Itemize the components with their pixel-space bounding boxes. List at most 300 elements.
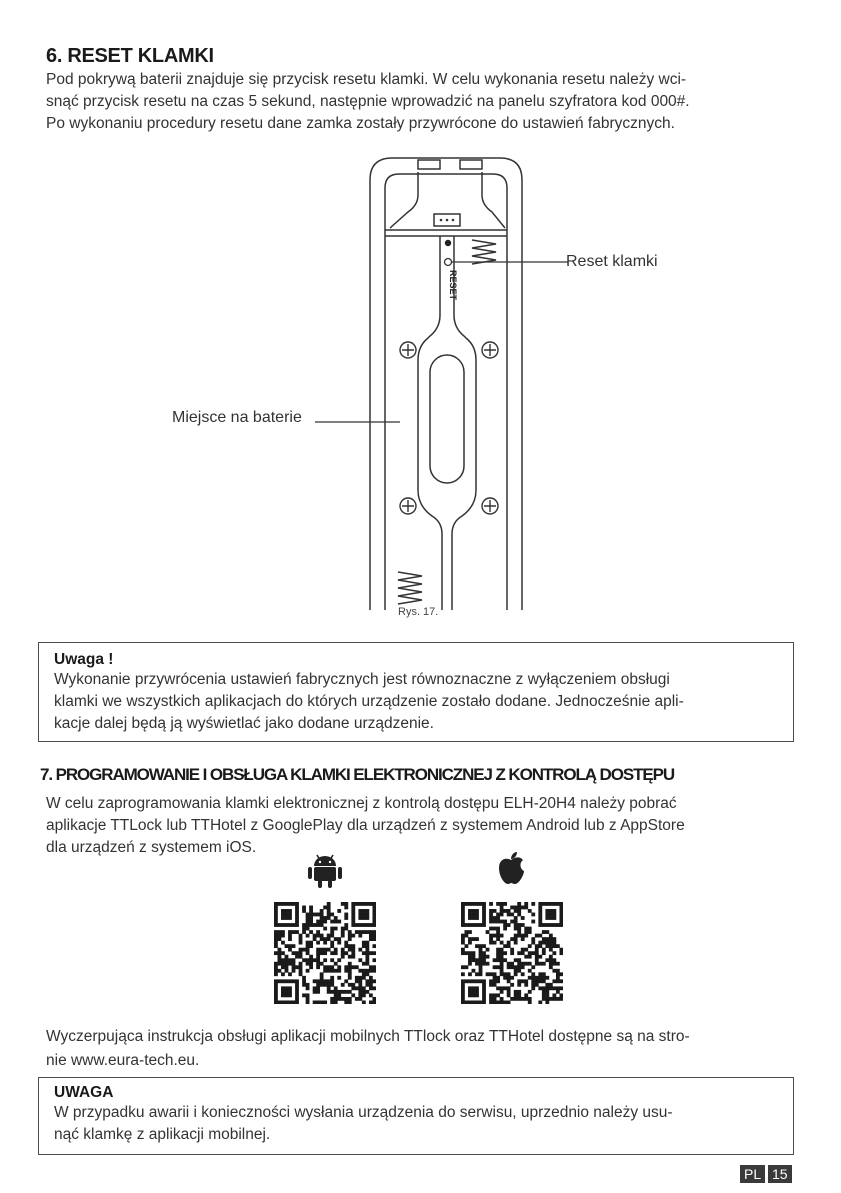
qr-module (524, 934, 528, 938)
qr-module (510, 906, 514, 910)
qr-module (479, 965, 483, 969)
qr-module (306, 913, 310, 917)
qr-module (292, 958, 296, 962)
qr-module (299, 934, 303, 938)
qr-module (292, 965, 296, 969)
qr-module (369, 951, 373, 955)
qr-module (507, 962, 511, 966)
qr-module (351, 948, 355, 952)
qr-module (348, 962, 352, 966)
qr-module (348, 976, 352, 980)
qr-module (468, 958, 472, 962)
qr-module (535, 976, 539, 980)
qr-module (330, 930, 334, 934)
qr-module (489, 920, 493, 924)
qr-module (306, 958, 310, 962)
qr-module (334, 969, 338, 973)
qr-module (468, 972, 472, 976)
qr-module (493, 972, 497, 976)
qr-module (365, 972, 369, 976)
qr-module (313, 1000, 317, 1004)
qr-module (496, 976, 500, 980)
qr-module (510, 951, 514, 955)
qr-module (309, 941, 313, 945)
qr-module (302, 909, 306, 913)
qr-module (542, 972, 546, 976)
qr-module (320, 913, 324, 917)
qr-code-android[interactable] (274, 902, 376, 1004)
qr-module (365, 930, 369, 934)
qr-module (559, 986, 563, 990)
qr-module (517, 983, 521, 987)
qr-module (482, 951, 486, 955)
qr-module (288, 916, 292, 920)
qr-module (316, 948, 320, 952)
section-6-line-3: Po wykonaniu procedury resetu dane zamka zostały przywrócone do ustawień fabrycznych. (46, 115, 675, 132)
qr-module (372, 965, 376, 969)
qr-module (358, 923, 362, 927)
qr-module (514, 990, 518, 994)
qr-module (500, 902, 504, 906)
qr-module (472, 958, 476, 962)
qr-code-ios[interactable] (461, 902, 563, 1004)
qr-module (295, 986, 299, 990)
qr-module (288, 972, 292, 976)
qr-module (351, 920, 355, 924)
qr-module (538, 944, 542, 948)
qr-module (552, 941, 556, 945)
qr-module (309, 913, 313, 917)
qr-module (372, 997, 376, 1001)
qr-module (274, 913, 278, 917)
qr-module (465, 965, 469, 969)
qr-module (489, 972, 493, 976)
qr-module (475, 902, 479, 906)
qr-module (274, 951, 278, 955)
qr-module (320, 1000, 324, 1004)
qr-module (559, 951, 563, 955)
qr-module (320, 916, 324, 920)
qr-module (334, 916, 338, 920)
qr-module (358, 930, 362, 934)
qr-module (351, 902, 355, 906)
qr-module (559, 906, 563, 910)
qr-module (365, 969, 369, 973)
qr-module (461, 972, 465, 976)
qr-module (358, 983, 362, 987)
qr-module (528, 962, 532, 966)
qr-module (358, 902, 362, 906)
qr-module (274, 972, 278, 976)
qr-module (330, 958, 334, 962)
qr-module (521, 962, 525, 966)
qr-module (549, 997, 553, 1001)
qr-module (288, 934, 292, 938)
qr-module (542, 986, 546, 990)
qr-module (475, 909, 479, 913)
qr-module (472, 986, 476, 990)
qr-module (372, 920, 376, 924)
qr-module (496, 958, 500, 962)
qr-module (320, 979, 324, 983)
qr-module (549, 962, 553, 966)
qr-module (306, 993, 310, 997)
qr-module (341, 930, 345, 934)
qr-module (545, 990, 549, 994)
qr-module (369, 969, 373, 973)
qr-module (306, 941, 310, 945)
qr-module (475, 986, 479, 990)
qr-module (281, 965, 285, 969)
qr-module (327, 948, 331, 952)
qr-module (274, 906, 278, 910)
qr-module (521, 972, 525, 976)
qr-module (348, 930, 352, 934)
qr-module (344, 941, 348, 945)
qr-module (330, 927, 334, 931)
qr-module (538, 976, 542, 980)
qr-module (348, 969, 352, 973)
qr-module (292, 969, 296, 973)
warning2-title: UWAGA (54, 1084, 114, 1101)
battery-compartment-drawing (0, 150, 841, 625)
qr-module (479, 979, 483, 983)
qr-module (514, 927, 518, 931)
qr-module (281, 930, 285, 934)
qr-module (528, 909, 532, 913)
qr-module (507, 1000, 511, 1004)
qr-module (472, 937, 476, 941)
qr-module (344, 913, 348, 917)
qr-module (545, 937, 549, 941)
qr-module (493, 934, 497, 938)
qr-module (341, 983, 345, 987)
qr-module (330, 990, 334, 994)
qr-module (358, 958, 362, 962)
qr-module (486, 930, 490, 934)
qr-module (365, 944, 369, 948)
qr-module (369, 986, 373, 990)
qr-module (479, 951, 483, 955)
qr-module (475, 990, 479, 994)
qr-module (362, 962, 366, 966)
qr-module (316, 986, 320, 990)
qr-module (302, 976, 306, 980)
qr-module (278, 937, 282, 941)
qr-module (496, 979, 500, 983)
qr-module (556, 972, 560, 976)
qr-module (281, 923, 285, 927)
qr-module (362, 944, 366, 948)
qr-module (281, 1000, 285, 1004)
qr-module (549, 948, 553, 952)
qr-module (531, 913, 535, 917)
qr-module (288, 993, 292, 997)
qr-module (500, 906, 504, 910)
qr-module (362, 913, 366, 917)
qr-module (472, 990, 476, 994)
qr-module (559, 916, 563, 920)
qr-module (369, 923, 373, 927)
qr-module (489, 941, 493, 945)
qr-module (542, 951, 546, 955)
qr-module (472, 993, 476, 997)
qr-module (348, 990, 352, 994)
qr-module (358, 916, 362, 920)
qr-module (320, 951, 324, 955)
qr-module (295, 916, 299, 920)
qr-module (461, 913, 465, 917)
qr-module (472, 969, 476, 973)
qr-module (274, 965, 278, 969)
qr-module (479, 948, 483, 952)
qr-module (517, 969, 521, 973)
qr-module (528, 976, 532, 980)
qr-module (348, 1000, 352, 1004)
qr-module (521, 934, 525, 938)
qr-module (549, 983, 553, 987)
qr-module (493, 909, 497, 913)
qr-module (344, 997, 348, 1001)
qr-module (302, 906, 306, 910)
qr-module (475, 962, 479, 966)
qr-module (500, 920, 504, 924)
qr-module (465, 930, 469, 934)
qr-module (528, 944, 532, 948)
qr-module (327, 969, 331, 973)
qr-module (330, 941, 334, 945)
qr-module (344, 965, 348, 969)
qr-module (489, 934, 493, 938)
qr-module (524, 979, 528, 983)
qr-module (306, 920, 310, 924)
qr-module (330, 1000, 334, 1004)
qr-module (479, 1000, 483, 1004)
qr-module (323, 920, 327, 924)
qr-module (285, 913, 289, 917)
qr-module (337, 958, 341, 962)
qr-module (362, 923, 366, 927)
qr-module (514, 920, 518, 924)
qr-module (496, 1000, 500, 1004)
qr-module (507, 941, 511, 945)
qr-module (514, 941, 518, 945)
qr-module (365, 962, 369, 966)
qr-module (358, 909, 362, 913)
qr-module (292, 962, 296, 966)
qr-module (503, 923, 507, 927)
qr-module (489, 937, 493, 941)
qr-module (475, 923, 479, 927)
qr-module (274, 983, 278, 987)
qr-module (524, 927, 528, 931)
qr-module (292, 902, 296, 906)
qr-module (351, 906, 355, 910)
qr-module (281, 934, 285, 938)
qr-module (461, 983, 465, 987)
qr-module (281, 972, 285, 976)
qr-module (517, 930, 521, 934)
qr-module (538, 923, 542, 927)
qr-module (302, 923, 306, 927)
qr-module (309, 958, 313, 962)
qr-module (327, 986, 331, 990)
qr-module (299, 972, 303, 976)
qr-module (549, 909, 553, 913)
qr-module (288, 958, 292, 962)
qr-module (362, 1000, 366, 1004)
qr-module (309, 923, 313, 927)
qr-module (517, 958, 521, 962)
qr-module (320, 962, 324, 966)
warning-box-reset (38, 642, 794, 742)
qr-module (323, 983, 327, 987)
qr-module (472, 923, 476, 927)
qr-module (306, 934, 310, 938)
qr-module (337, 990, 341, 994)
qr-module (323, 1000, 327, 1004)
qr-module (556, 997, 560, 1001)
qr-module (320, 923, 324, 927)
qr-module (348, 944, 352, 948)
qr-module (524, 983, 528, 987)
qr-module (542, 962, 546, 966)
qr-module (461, 965, 465, 969)
qr-module (514, 923, 518, 927)
qr-module (461, 986, 465, 990)
qr-module (327, 913, 331, 917)
qr-module (365, 983, 369, 987)
qr-module (468, 990, 472, 994)
qr-module (309, 944, 313, 948)
qr-module (362, 972, 366, 976)
qr-module (302, 927, 306, 931)
qr-module (489, 902, 493, 906)
qr-module (521, 923, 525, 927)
qr-module (306, 951, 310, 955)
qr-module (549, 916, 553, 920)
qr-module (496, 927, 500, 931)
qr-module (306, 962, 310, 966)
qr-module (302, 958, 306, 962)
qr-module (337, 920, 341, 924)
section-7-body (46, 793, 806, 859)
qr-module (489, 916, 493, 920)
figure-caption: Rys. 17. (398, 606, 439, 618)
qr-module (306, 969, 310, 973)
qr-module (316, 934, 320, 938)
qr-module (489, 979, 493, 983)
qr-module (521, 997, 525, 1001)
qr-module (351, 944, 355, 948)
qr-module (351, 983, 355, 987)
qr-module (365, 916, 369, 920)
qr-module (556, 990, 560, 994)
qr-module (486, 948, 490, 952)
qr-module (362, 976, 366, 980)
qr-module (274, 909, 278, 913)
qr-module (542, 979, 546, 983)
qr-module (278, 1000, 282, 1004)
qr-module (299, 969, 303, 973)
qr-module (556, 979, 560, 983)
qr-module (344, 969, 348, 973)
qr-module (295, 993, 299, 997)
qr-module (538, 972, 542, 976)
qr-module (538, 941, 542, 945)
qr-module (531, 920, 535, 924)
qr-module (496, 965, 500, 969)
qr-module (285, 962, 289, 966)
qr-module (285, 955, 289, 959)
qr-module (472, 955, 476, 959)
qr-module (549, 986, 553, 990)
qr-module (549, 955, 553, 959)
qr-module (559, 923, 563, 927)
warning-title: Uwaga ! (54, 651, 114, 668)
qr-module (514, 969, 518, 973)
qr-module (517, 909, 521, 913)
qr-module (507, 923, 511, 927)
qr-module (496, 937, 500, 941)
qr-module (309, 955, 313, 959)
qr-module (292, 930, 296, 934)
qr-module (535, 983, 539, 987)
qr-module (482, 962, 486, 966)
qr-module (475, 1000, 479, 1004)
qr-module (372, 951, 376, 955)
qr-module (309, 962, 313, 966)
qr-module (500, 934, 504, 938)
qr-module (281, 958, 285, 962)
qr-module (351, 923, 355, 927)
qr-module (461, 997, 465, 1001)
qr-module (365, 941, 369, 945)
qr-module (278, 951, 282, 955)
qr-module (306, 927, 310, 931)
qr-module (341, 990, 345, 994)
qr-module (372, 937, 376, 941)
qr-module (299, 951, 303, 955)
qr-module (461, 1000, 465, 1004)
qr-module (500, 997, 504, 1001)
qr-module (461, 920, 465, 924)
language-badge: PL (740, 1165, 765, 1183)
qr-module (316, 983, 320, 987)
qr-module (517, 934, 521, 938)
qr-module (507, 979, 511, 983)
qr-module (479, 944, 483, 948)
qr-module (337, 976, 341, 980)
qr-module (503, 927, 507, 931)
qr-module (292, 923, 296, 927)
qr-module (365, 913, 369, 917)
qr-module (316, 965, 320, 969)
qr-module (552, 979, 556, 983)
qr-module (493, 997, 497, 1001)
qr-module (274, 986, 278, 990)
qr-module (274, 1000, 278, 1004)
qr-module (309, 920, 313, 924)
qr-module (482, 983, 486, 987)
qr-module (493, 993, 497, 997)
qr-module (351, 951, 355, 955)
qr-module (281, 986, 285, 990)
qr-module (351, 934, 355, 938)
qr-module (461, 948, 465, 952)
qr-module (482, 958, 486, 962)
qr-module (330, 997, 334, 1001)
